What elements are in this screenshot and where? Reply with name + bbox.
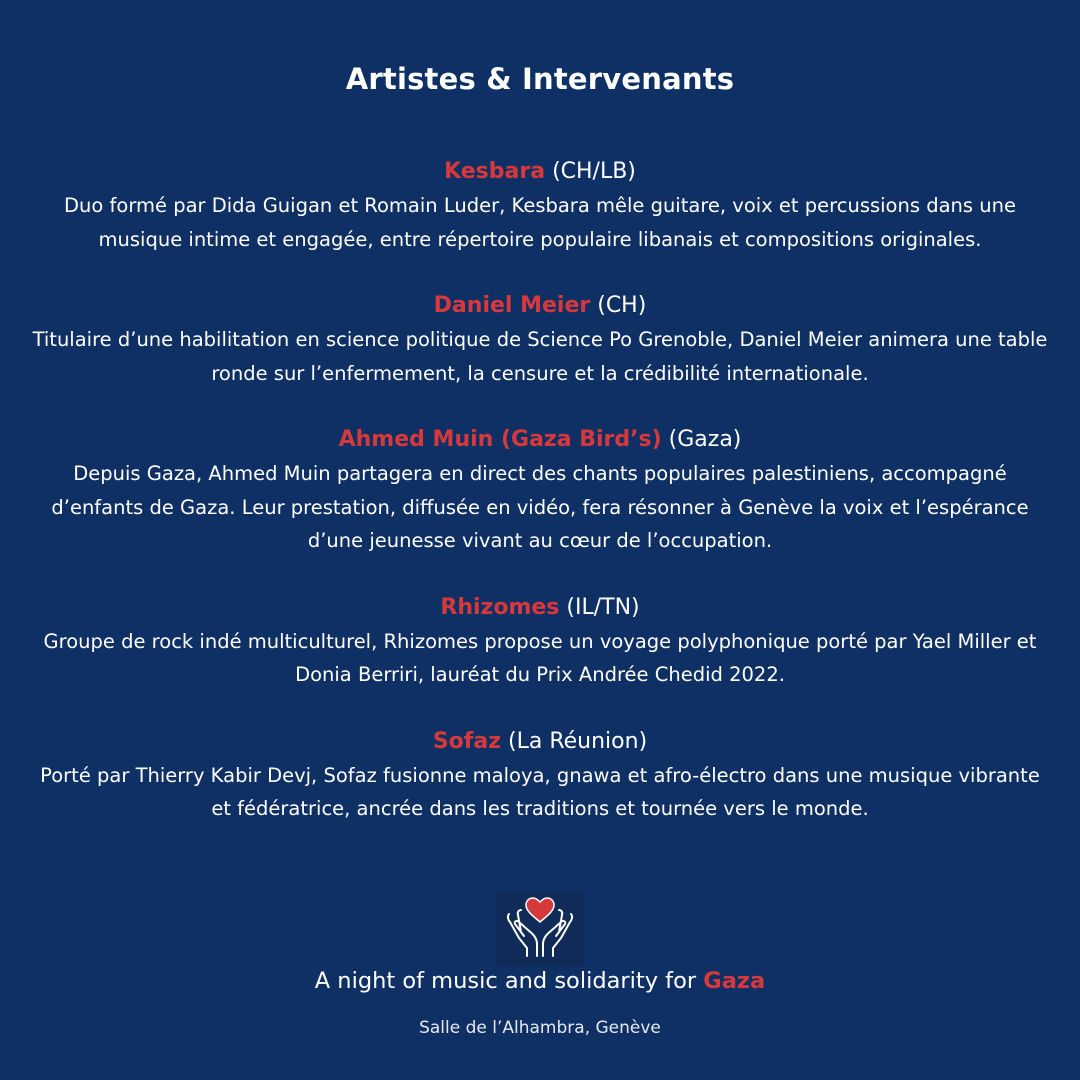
artist-name: Kesbara (444, 159, 546, 184)
venue-label: Salle de l’Alhambra, Genève (419, 1018, 661, 1038)
artist-heading (30, 155, 1050, 189)
artist-name: Ahmed Muin (Gaza Bird’s) (338, 427, 662, 452)
tagline-highlight: Gaza (703, 968, 766, 994)
artist-entry-daniel-meier (30, 289, 1050, 390)
artist-name: Rhizomes (440, 594, 560, 620)
artist-origin: (Gaza) (668, 427, 742, 452)
artist-origin: (CH/LB) (552, 159, 636, 184)
artist-entry-ahmed-muin (30, 423, 1050, 558)
artist-heading (30, 725, 1050, 759)
artist-origin: (IL/TN) (566, 594, 640, 620)
tagline (0, 964, 1080, 998)
artist-origin: (La Réunion) (508, 728, 648, 754)
artist-entry-kesbara (30, 155, 1050, 256)
artist-description: Duo formé par Dida Guigan et Romain Luder, Kesbara mêle guitare, voix et percussions dans une musique intime et engagée, entre répertoire populaire libanais et compositions originales. (64, 194, 1016, 251)
artist-entry-sofaz (30, 725, 1050, 826)
hands-holding-heart-icon (497, 892, 583, 966)
artist-description: Depuis Gaza, Ahmed Muin partagera en direct des chants populaires palestiniens, accompagné d’enfants de Gaza. Leur prestation, diffusée en vidéo, fera résonner à Genève la voix et l’espérance d’une jeunesse vivant au cœur de l’occupation. (51, 462, 1029, 552)
artist-name: Sofaz (432, 728, 502, 754)
artist-description: Groupe de rock indé multiculturel, Rhizomes propose un voyage polyphonique porté par Yael Miller et Donia Berriri, lauréat du Prix Andrée Chedid 2022. (43, 629, 1037, 686)
artist-description: Titulaire d’une habilitation en science politique de Science Po Grenoble, Daniel Meier animera une table ronde sur l’enfermement, la censure et la crédibilité internationale. (32, 328, 1048, 385)
artist-entry-rhizomes (30, 591, 1050, 692)
artist-name: Daniel Meier (433, 293, 591, 318)
artist-description: Porté par Thierry Kabir Devj, Sofaz fusionne maloya, gnawa et afro-électro dans une musique vibrante et fédératrice, ancrée dans les traditions et tournée vers le monde. (40, 763, 1040, 820)
artist-heading (30, 591, 1050, 625)
page-title: Artistes & Intervenants (345, 62, 735, 96)
artist-origin: (CH) (597, 293, 647, 318)
artist-list (30, 155, 1050, 859)
tagline-text: A night of music and solidarity for (314, 968, 697, 994)
artist-heading (30, 289, 1050, 323)
artist-heading (30, 423, 1050, 457)
